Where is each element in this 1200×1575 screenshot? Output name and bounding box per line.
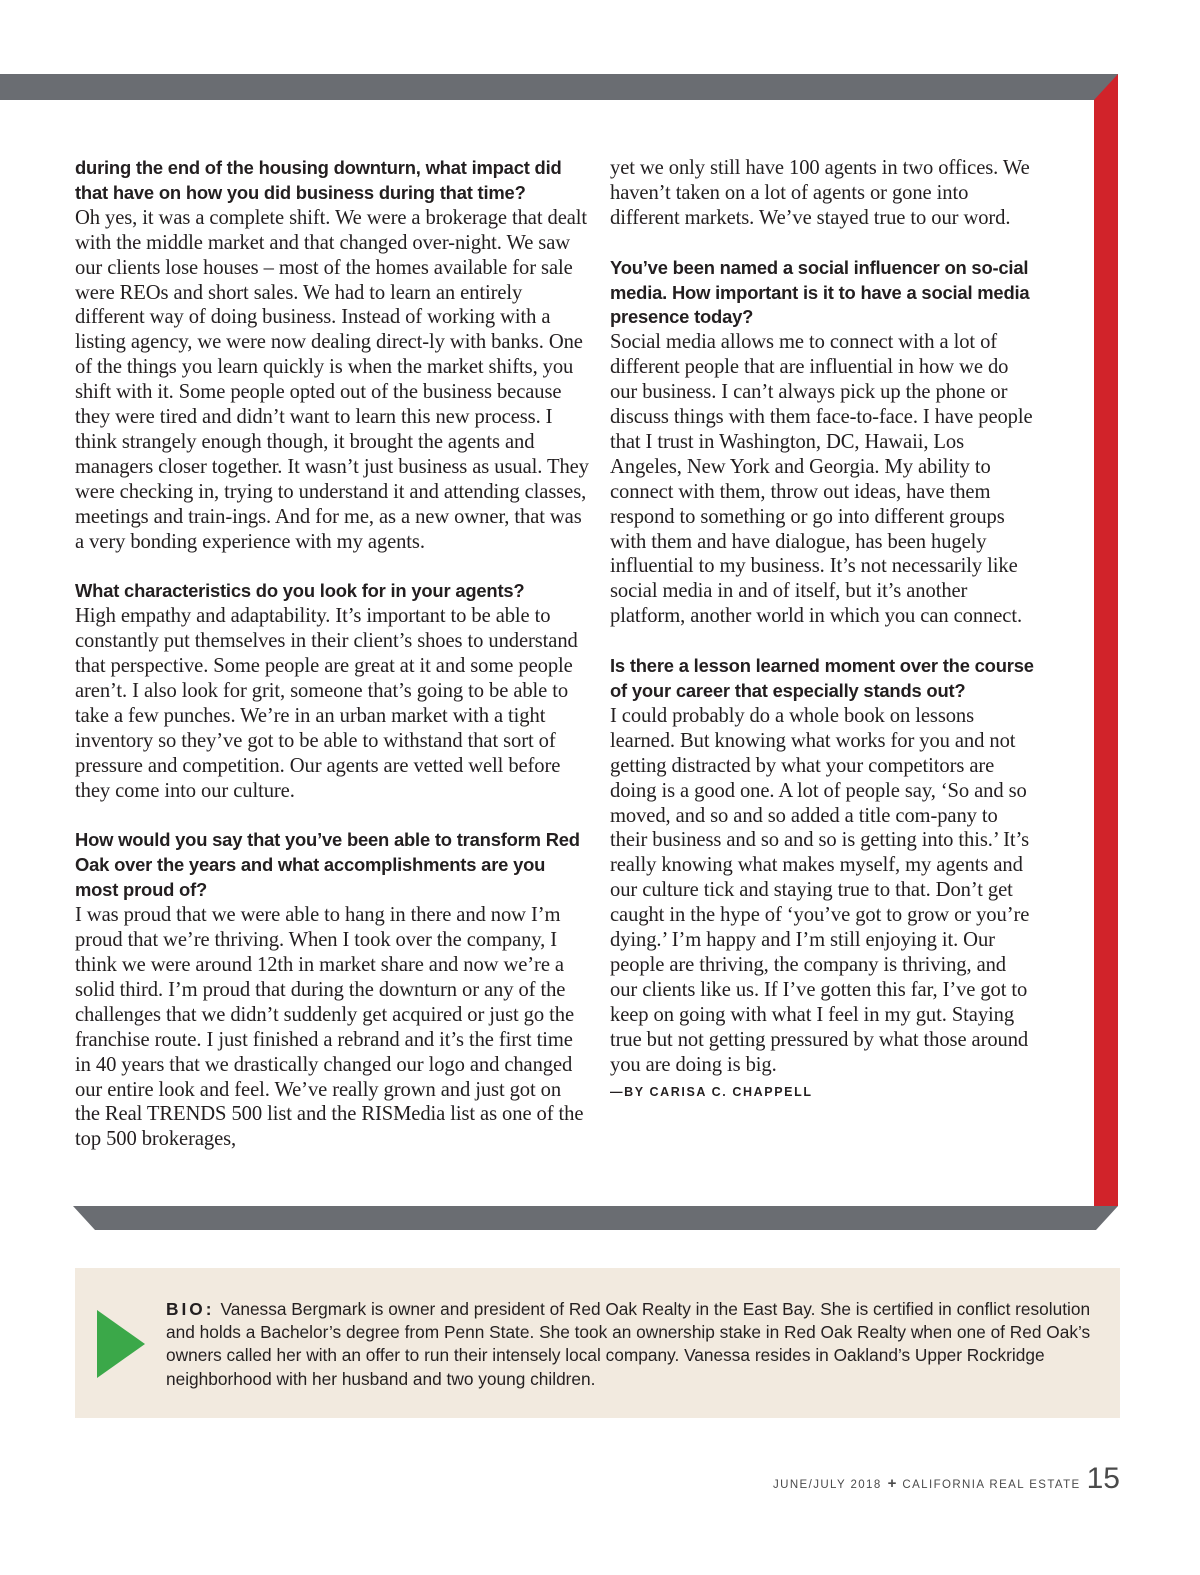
- interview-question: You’ve been named a social influencer on so-cial media. How important is it to have a social media presence today?: [610, 256, 1030, 328]
- qa-block: [75, 828, 590, 1152]
- interview-question: What characteristics do you look for in your agents?: [75, 580, 525, 602]
- qa-block: [610, 256, 1038, 630]
- interview-question: during the end of the housing downturn, what impact did that have on how you did business during that time?: [75, 157, 562, 203]
- footer-issue-date: JUNE/JULY 2018: [772, 1479, 882, 1491]
- interview-answer: I was proud that we were able to hang in there and now I’m proud that we’re thriving. When I took over the company, I think we were around 12th in market share and now we’re a solid third. I’m proud that during the downturn or any of the challenges that we didn’t suddenly get acquired or just go the franchise route. I just finished a rebrand and it’s the first time in 40 years that we drastically changed our logo and changed our entire look and feel. We’ve really grown and just got on the Real TRENDS 500 list and the RISMedia list as one of the top 500 brokerages,: [75, 904, 584, 1151]
- page-number: 15: [1086, 1462, 1120, 1495]
- footer-magazine-name: CALIFORNIA REAL ESTATE: [902, 1479, 1081, 1491]
- interview-question: How would you say that you’ve been able to transform Red Oak over the years and what accomplishments are you most proud of?: [75, 829, 580, 901]
- interview-answer: I could probably do a whole book on lessons learned. But knowing what works for you and not getting distracted by what your competitors are doing is a good one. A lot of people say, ‘So and so moved, and so and so added a title com-pany to their business and so and so is getting into this.’ It’s really knowing what makes myself, my agents and our culture tick and staying true to that. Don’t get caught in the hype of ‘you’ve got to grow or you’re dying.’ I’m happy and I’m still enjoying it. Our people are thriving, the company is thriving, and our clients like us. If I’ve gotten this far, I’ve got to keep on going with what I feel in my gut. Staying true but not getting pressured by what those around you are doing is big.: [610, 704, 1030, 1076]
- footer-separator: +: [887, 1475, 897, 1492]
- left-column: [75, 156, 590, 1177]
- qa-block: [610, 654, 1038, 1077]
- bottom-gray-bar: [73, 1206, 1118, 1230]
- bio-box: [75, 1268, 1120, 1418]
- interview-answer: High empathy and adaptability. It’s important to be able to constantly put themselves in their client’s shoes to understand that perspective. Some people are great at it and some people aren’t. I also look for grit, someone that’s going to be able to take a few punches. We’re in an urban market with a tight inventory so they’ve got to be able to withstand that sort of pressure and competition. Our agents are vetted well before they come into our culture.: [75, 605, 578, 802]
- qa-block: [75, 579, 590, 803]
- continuation-paragraph: yet we only still have 100 agents in two offices. We haven’t taken on a lot of agents or gone into different markets. We’ve stayed true to our word.: [610, 157, 1030, 229]
- bio-text: Vanessa Bergmark is owner and president of Red Oak Realty in the East Bay. She is certified in conflict resolution and holds a Bachelor’s degree from Penn State. She took an ownership stake in Red Oak Realty when one of Red Oak’s owners called her with an offer to run their intensely local company. Vanessa resides in Oakland’s Upper Rockridge neighborhood with her husband and two young children.: [166, 1299, 1091, 1389]
- red-accent-bar: [1094, 74, 1118, 1206]
- interview-question: Is there a lesson learned moment over the course of your career that especially stands out?: [610, 655, 1034, 701]
- play-arrow-icon: [97, 1310, 145, 1378]
- right-column: [610, 156, 1038, 1104]
- bio-text-block: [166, 1298, 1096, 1391]
- bio-label: BIO:: [166, 1299, 215, 1319]
- interview-answer: Social media allows me to connect with a lot of different people that are influential in how we do our business. I can’t always pick up the phone or discuss things with them face-to-face. I have people that I trust in Washington, DC, Hawaii, Los Angeles, New York and Georgia. My ability to connect with them, throw out ideas, have them respond to something or go into different groups with them and have dialogue, has been hugely influential to my business. It’s not necessarily like social media in and of itself, but it’s another platform, another world in which you can connect.: [610, 331, 1033, 628]
- qa-block: [75, 156, 590, 555]
- author-byline: —BY CARISA C. CHAPPELL: [610, 1084, 813, 1099]
- page-footer: [773, 1462, 1120, 1496]
- interview-answer: Oh yes, it was a complete shift. We were a brokerage that dealt with the middle market and that changed over-night. We saw our clients lose houses – most of the homes available for sale were REOs and short sales. We had to learn an entirely different way of doing business. Instead of working with a listing agency, we were now dealing direct-ly with banks. One of the things you learn quickly is when the market shifts, you shift with it. Some people opted out of the business because they were tired and didn’t want to learn this new process. I think strangely enough though, it brought the agents and managers closer together. It wasn’t just business as usual. They were checking in, trying to understand it and attending classes, meetings and train-ings. And for me, as a new owner, that was a very bonding experience with my agents.: [75, 206, 589, 553]
- top-gray-bar: [0, 74, 1118, 100]
